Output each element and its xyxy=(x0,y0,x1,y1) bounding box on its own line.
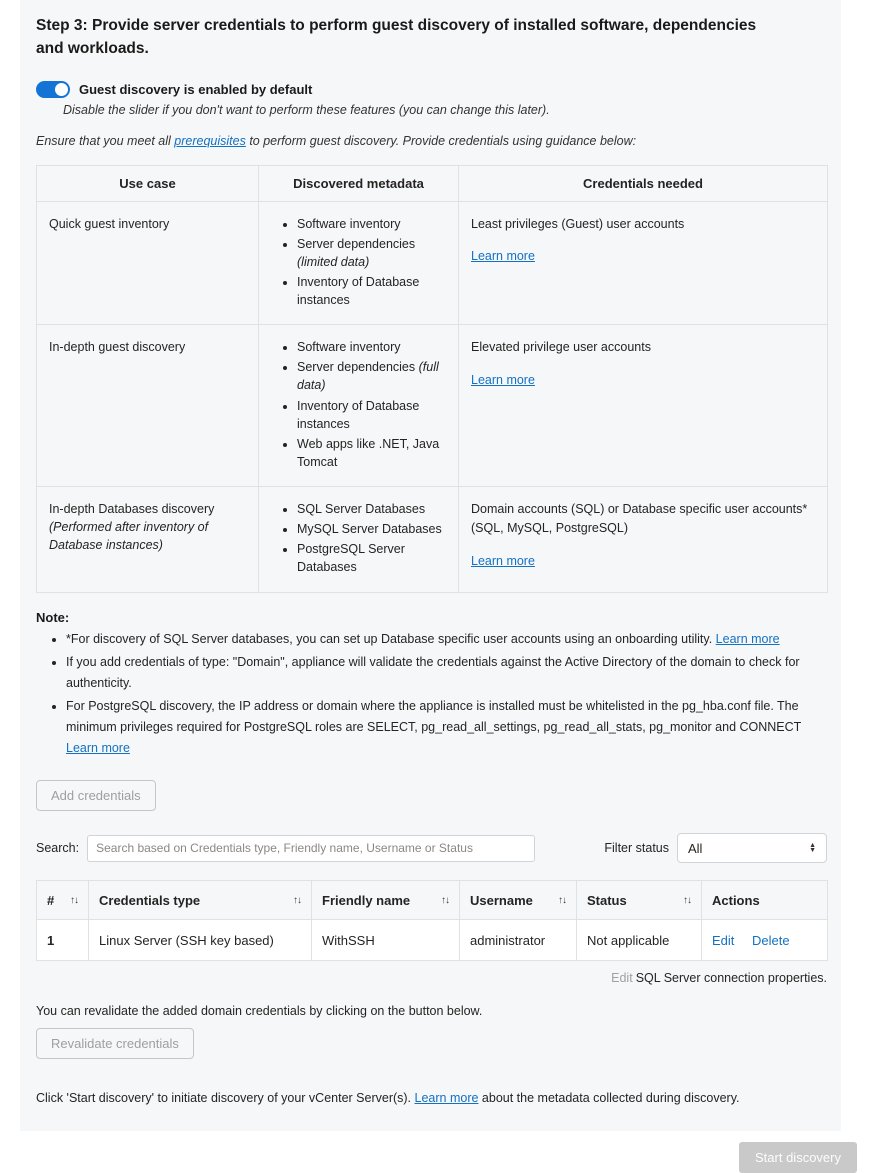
note-item-sql-onboarding: • *For discovery of SQL Server databases, you can set up Database specific user accounts using an onboarding utility. Learn more xyxy=(66,629,825,650)
guidance-row-indepth-discovery xyxy=(37,325,828,487)
credentials-header-row xyxy=(37,881,828,920)
credentials-row xyxy=(37,920,828,961)
header-friendly-name: Friendly name ↑↓ xyxy=(312,881,460,920)
sort-icon[interactable]: ↑↓ xyxy=(441,894,449,906)
note-item-domain-validation: • If you add credentials of type: "Domain", appliance will validate the credentials against the Active Directory of the domain to check for authenticity. xyxy=(66,652,825,693)
filter-group xyxy=(604,833,827,863)
filter-status-value: All xyxy=(688,840,703,856)
use-case-note: (Performed after inventory of Database instances) xyxy=(49,520,209,553)
use-case-cell xyxy=(37,201,259,325)
header-number: # ↑↓ xyxy=(37,881,89,920)
filter-status-select[interactable] xyxy=(677,833,827,863)
header-status: Status ↑↓ xyxy=(577,881,702,920)
revalidate-instruction: You can revalidate the added domain credentials by clicking on the button below. xyxy=(36,1004,483,1019)
learn-more-link[interactable]: Learn more xyxy=(66,740,130,755)
guest-discovery-toggle-row xyxy=(36,81,825,98)
row-credentials-type: Linux Server (SSH key based) xyxy=(89,920,312,961)
header-actions: Actions xyxy=(702,881,828,920)
footer-bar xyxy=(0,1131,857,1173)
metadata-item: • Inventory of Database instances xyxy=(297,397,446,433)
search-input[interactable] xyxy=(87,835,535,862)
row-actions xyxy=(702,920,828,961)
sort-icon[interactable]: ↑↓ xyxy=(683,894,691,906)
note-list xyxy=(66,629,825,759)
metadata-item: • Server dependencies (full data) xyxy=(297,358,446,394)
revalidate-credentials-button[interactable]: Revalidate credentials xyxy=(36,1028,194,1059)
metadata-item: • Software inventory xyxy=(297,338,446,356)
row-username: administrator xyxy=(460,920,577,961)
metadata-item: • SQL Server Databases xyxy=(297,500,446,518)
metadata-item: • MySQL Server Databases xyxy=(297,520,446,538)
learn-more-link[interactable]: Learn more xyxy=(471,553,535,568)
prerequisites-link[interactable]: prerequisites xyxy=(174,133,246,148)
sort-icon[interactable]: ↑↓ xyxy=(293,894,301,906)
select-caret-icon: ▲ ▼ xyxy=(809,842,816,855)
metadata-item: • Software inventory xyxy=(297,215,446,233)
edit-sql-properties-link[interactable]: Edit xyxy=(611,971,633,986)
header-username: Username ↑↓ xyxy=(460,881,577,920)
page-title: Step 3: Provide server credentials to perform guest discovery of installed software, dependencies and workloads. xyxy=(36,17,757,58)
toggle-hint: Disable the slider if you don't want to perform these features (you can change this later). xyxy=(63,102,550,117)
metadata-item: • PostgreSQL Server Databases xyxy=(297,540,446,576)
start-discovery-instruction: Click 'Start discovery' to initiate discovery of your vCenter Server(s). Learn more about the metadata collected during discovery. xyxy=(36,1091,740,1106)
guidance-header-metadata: Discovered metadata xyxy=(259,165,459,201)
metadata-list xyxy=(297,500,446,577)
credentials-cell xyxy=(459,201,828,325)
toggle-knob xyxy=(55,83,68,96)
metadata-cell xyxy=(259,487,459,593)
row-status: Not applicable xyxy=(577,920,702,961)
guidance-header-row xyxy=(37,165,828,201)
search-group xyxy=(36,835,535,862)
sql-properties-text: SQL Server connection properties. xyxy=(635,971,827,986)
toggle-label: Guest discovery is enabled by default xyxy=(79,81,313,97)
use-case-cell xyxy=(37,325,259,487)
guidance-header-credentials: Credentials needed xyxy=(459,165,828,201)
credentials-text: Least privileges (Guest) user accounts xyxy=(471,216,685,231)
metadata-list xyxy=(297,215,446,310)
note-item-postgresql: • For PostgreSQL discovery, the IP address or domain where the appliance is installed must be whitelisted in the pg_hba.conf file. The minimum privileges required for PostgreSQL roles are SELECT, pg_read_all_settings, pg_read_all_stats, pg_monitor and CONNECT Learn more xyxy=(66,696,825,758)
credentials-cell xyxy=(459,487,828,593)
credentials-text: Elevated privilege user accounts xyxy=(471,340,651,355)
metadata-item: • Inventory of Database instances xyxy=(297,273,446,309)
guidance-row-databases-discovery xyxy=(37,487,828,593)
use-case-text: Quick guest inventory xyxy=(49,216,170,231)
add-credentials-button[interactable]: Add credentials xyxy=(36,780,156,811)
row-number: 1 xyxy=(37,920,89,961)
step3-panel xyxy=(20,0,841,1131)
filter-status-label: Filter status xyxy=(604,841,669,856)
sql-connection-properties-line xyxy=(36,971,827,985)
use-case-text: In-depth guest discovery xyxy=(49,340,186,355)
metadata-cell xyxy=(259,201,459,325)
guest-discovery-toggle[interactable] xyxy=(36,81,70,98)
note-section xyxy=(36,610,825,759)
note-title: Note: xyxy=(36,609,70,625)
prereq-text-before: Ensure that you meet all xyxy=(36,133,175,148)
credentials-text: Domain accounts (SQL) or Database specific user accounts* (SQL, MySQL, PostgreSQL) xyxy=(471,502,808,535)
start-discovery-button[interactable]: Start discovery xyxy=(739,1142,857,1173)
metadata-item: • Server dependencies (limited data) xyxy=(297,235,446,271)
edit-credential-link[interactable]: Edit xyxy=(712,932,735,948)
row-friendly-name: WithSSH xyxy=(312,920,460,961)
use-case-cell xyxy=(37,487,259,593)
prereq-text-after: to perform guest discovery. Provide credentials using guidance below: xyxy=(245,133,637,148)
metadata-item: • Web apps like .NET, Java Tomcat xyxy=(297,435,446,471)
search-label: Search: xyxy=(36,841,80,856)
learn-more-link[interactable]: Learn more xyxy=(715,631,780,646)
credentials-table xyxy=(36,880,828,961)
credentials-cell xyxy=(459,325,828,487)
search-filter-row xyxy=(36,833,827,863)
guidance-table xyxy=(36,165,828,593)
learn-more-link[interactable]: Learn more xyxy=(414,1091,479,1106)
learn-more-link[interactable]: Learn more xyxy=(471,372,535,387)
guidance-row-quick-inventory xyxy=(37,201,828,325)
sort-icon[interactable]: ↑↓ xyxy=(70,894,78,906)
prerequisites-line xyxy=(36,134,825,148)
metadata-list xyxy=(297,338,446,471)
guidance-header-use-case: Use case xyxy=(37,165,259,201)
delete-credential-link[interactable]: Delete xyxy=(752,932,790,948)
header-credentials-type: Credentials type ↑↓ xyxy=(89,881,312,920)
metadata-cell xyxy=(259,325,459,487)
use-case-text: In-depth Databases discovery xyxy=(49,502,215,516)
learn-more-link[interactable]: Learn more xyxy=(471,249,535,264)
sort-icon[interactable]: ↑↓ xyxy=(558,894,566,906)
